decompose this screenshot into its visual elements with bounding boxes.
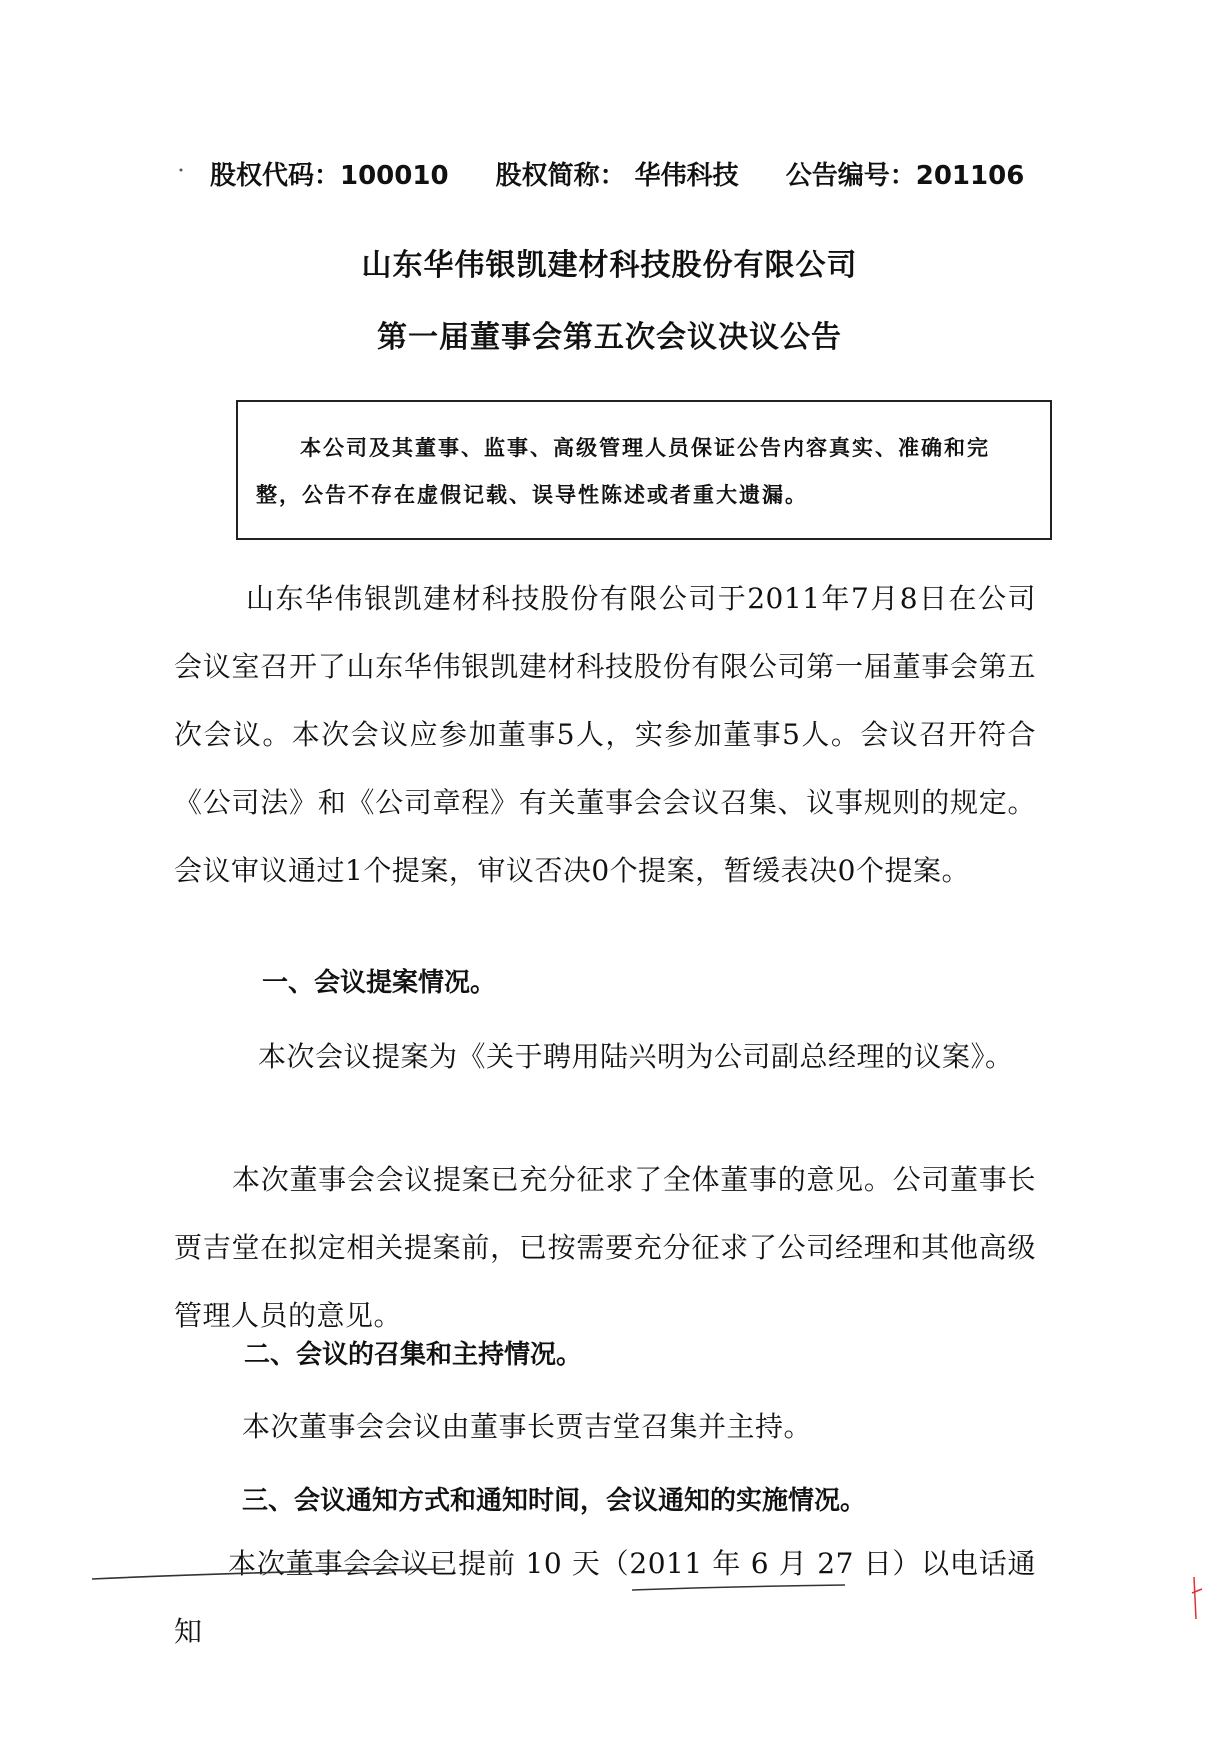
intro-paragraph: 山东华伟银凯建材科技股份有限公司于2011年7月8日在公司会议室召开了山东华伟银凯建材科技股份有限公司第一届董事会第五次会议。本次会议应参加董事5人，实参加董事5人。会议召开符合《公司法》和《公司章程》有关董事会会议召集、议事规则的规定。会议审议通过1个提案，审议否决0个提案，暂缓表决0个提案。 [174, 582, 1036, 887]
stock-code: 股权代码：100010 [210, 161, 449, 191]
company-title: 山东华伟银凯建材科技股份有限公司 [361, 248, 858, 283]
margin-mark [1188, 1575, 1208, 1625]
section1-heading: 一、会议提案情况。 [262, 968, 497, 998]
announcement-header [210, 155, 1062, 192]
notice-number: 公告编号：201106 [785, 161, 1025, 191]
announcement-title: 第一届董事会第五次会议决议公告 [377, 320, 842, 355]
section3-paragraph: 本次董事会会议已提前 10 天（2011 年 6 月 27 日）以电话通知 [174, 1547, 1036, 1648]
disclaimer-text: 本公司及其董事、监事、高级管理人员保证公告内容真实、准确和完整，公告不存在虚假记载、误导性陈述或者重大遗漏。 [256, 435, 990, 507]
section3-heading: 三、会议通知方式和通知时间，会议通知的实施情况。 [242, 1486, 867, 1516]
disclaimer-box [236, 400, 1052, 540]
section1-proposal-paragraph: 本次会议提案为《关于聘用陆兴明为公司副总经理的议案》。 [258, 1040, 1014, 1073]
date-underline-stroke [630, 1582, 850, 1598]
section1-consultation-paragraph: 本次董事会会议提案已充分征求了全体董事的意见。公司董事长贾吉堂在拟定相关提案前，已按需要充分征求了公司经理和其他高级管理人员的意见。 [174, 1163, 1036, 1332]
scan-dot [176, 165, 186, 175]
stock-short-name: 股权简称： 华伟科技 [495, 161, 739, 191]
pen-underline-stroke [90, 1555, 450, 1585]
section2-heading: 二、会议的召集和主持情况。 [244, 1340, 583, 1370]
section2-paragraph: 本次董事会会议由董事长贾吉堂召集并主持。 [242, 1410, 813, 1443]
